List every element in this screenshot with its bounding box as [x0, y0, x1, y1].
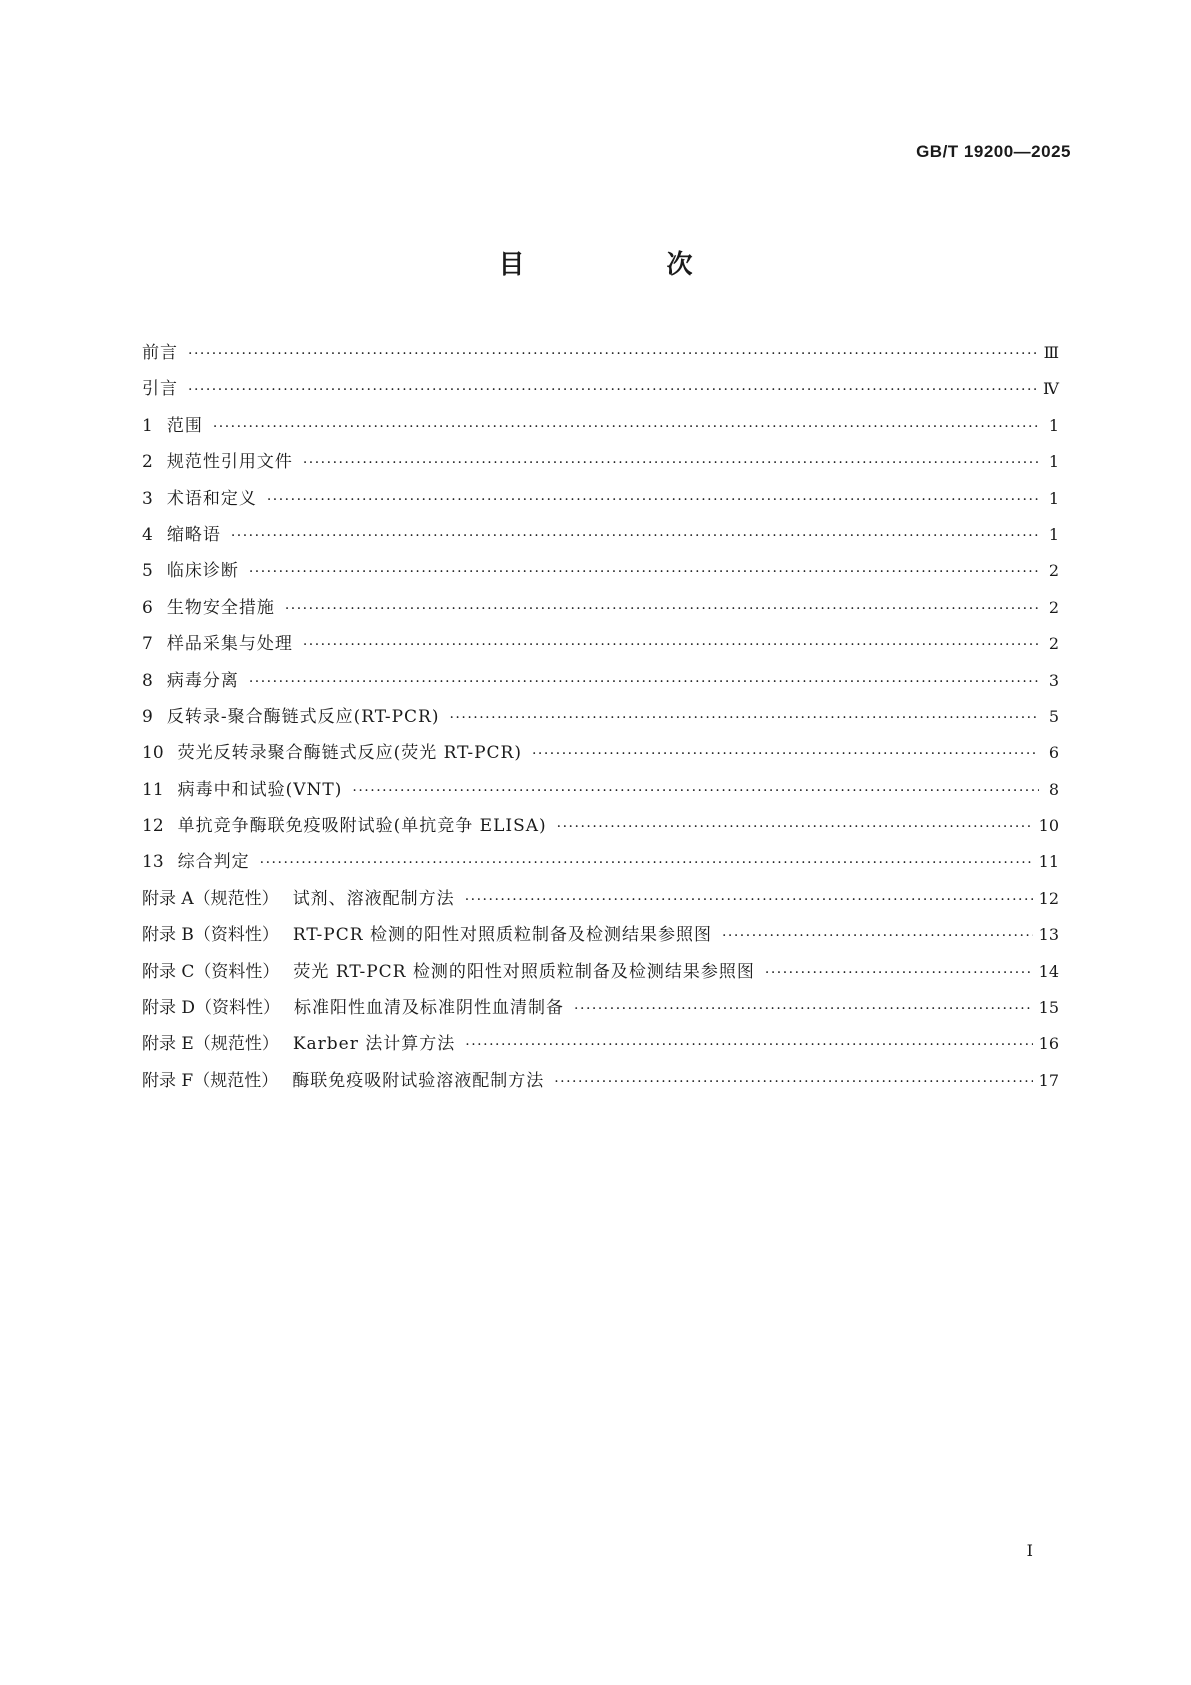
toc-entry-label: 样品采集与处理 — [166, 634, 293, 655]
toc-entry-number: 3 — [142, 488, 153, 509]
toc-entry-label: RT-PCR 检测的阳性对照质粒制备及检测结果参照图 — [292, 925, 712, 946]
toc-entry-annex[interactable] — [142, 1066, 1059, 1102]
dot-leader — [574, 1001, 1033, 1017]
toc-entry-number: 13 — [142, 852, 164, 873]
toc-entry-number: 12 — [142, 816, 164, 837]
toc-entry-page: 2 — [1048, 634, 1059, 654]
toc-entry-label: 单抗竞争酶联免疫吸附试验(单抗竞争 ELISA) — [177, 816, 547, 837]
toc-entry-label: 反转录-聚合酶链式反应(RT-PCR) — [166, 706, 440, 727]
toc-entry-number: 8 — [142, 670, 153, 691]
toc-entry-number: 1 — [142, 415, 153, 436]
toc-entry-page: 13 — [1038, 925, 1059, 945]
toc-entry[interactable] — [142, 556, 1059, 592]
toc-entry-label: 病毒中和试验(VNT) — [177, 779, 343, 800]
toc-entry[interactable] — [142, 629, 1059, 665]
toc-entry-page: 2 — [1048, 561, 1059, 581]
toc-entry-label: 综合判定 — [177, 852, 250, 873]
toc-entry-page: 10 — [1038, 816, 1059, 836]
toc-entry-page: 1 — [1048, 488, 1059, 508]
toc-entry[interactable] — [142, 738, 1059, 774]
dot-leader — [188, 382, 1037, 398]
toc-entry-label: Karber 法计算方法 — [292, 1034, 456, 1055]
dot-leader — [532, 746, 1039, 762]
dot-leader — [249, 674, 1039, 690]
toc-entry-page: 5 — [1048, 706, 1059, 726]
toc-entry-number: 附录 A（规范性） — [142, 888, 279, 909]
toc-entry-annex[interactable] — [142, 884, 1059, 920]
dot-leader — [249, 564, 1039, 580]
toc-entry-annex[interactable] — [142, 920, 1059, 956]
dot-leader — [352, 783, 1039, 799]
toc-entry-label: 酶联免疫吸附试验溶液配制方法 — [292, 1070, 545, 1091]
dot-leader — [303, 637, 1039, 653]
toc-entry[interactable] — [142, 666, 1059, 702]
toc-entry-page: 3 — [1048, 670, 1059, 690]
toc-entry[interactable] — [142, 374, 1059, 410]
toc-entry-page: 14 — [1038, 961, 1059, 981]
dot-leader — [465, 892, 1033, 908]
toc-entry-label: 引言 — [142, 379, 178, 400]
toc-entry-page: 15 — [1038, 998, 1059, 1018]
dot-leader — [449, 710, 1039, 726]
toc-entry-label: 病毒分离 — [166, 670, 239, 691]
toc-entry-label: 试剂、溶液配制方法 — [292, 888, 455, 909]
toc-entry-page: Ⅳ — [1043, 379, 1059, 399]
dot-leader — [267, 492, 1039, 508]
toc-entry-label: 前言 — [142, 343, 178, 363]
toc-entry[interactable] — [142, 811, 1059, 847]
dot-leader — [722, 928, 1033, 944]
dot-leader — [188, 346, 1038, 362]
toc-entry[interactable] — [142, 484, 1059, 520]
page-number: Ⅰ — [1026, 1541, 1033, 1560]
page-title: 目 次 — [498, 250, 751, 280]
toc-entry-label: 标准阳性血清及标准阴性血清制备 — [294, 998, 565, 1019]
toc-entry[interactable] — [142, 702, 1059, 738]
dot-leader — [303, 455, 1039, 471]
toc-entry-number: 附录 D（资料性） — [142, 998, 281, 1019]
toc-entry-number: 附录 E（规范性） — [142, 1034, 279, 1055]
standard-code: GB/T 19200—2025 — [916, 142, 1071, 161]
toc-entry-page: 2 — [1048, 597, 1059, 617]
dot-leader — [213, 419, 1039, 435]
toc-entry[interactable] — [142, 520, 1059, 556]
toc-entry-page: 1 — [1048, 524, 1059, 544]
toc-entry-label: 临床诊断 — [166, 561, 239, 582]
toc-entry-page: 1 — [1048, 452, 1059, 472]
toc-entry[interactable] — [142, 338, 1059, 374]
toc-entry[interactable] — [142, 775, 1059, 811]
toc-entry-page: 1 — [1048, 415, 1059, 435]
toc-entry-number: 附录 C（资料性） — [142, 961, 280, 982]
toc-entry-number: 7 — [142, 634, 153, 655]
toc-entry-number: 5 — [142, 561, 153, 582]
toc-entry-number: 2 — [142, 452, 153, 473]
toc-entry-page: 11 — [1038, 852, 1059, 872]
toc-entry-page: 8 — [1048, 779, 1059, 799]
toc-entry-label: 荧光 RT-PCR 检测的阳性对照质粒制备及检测结果参照图 — [293, 961, 755, 982]
toc-entry-page: 17 — [1038, 1070, 1059, 1090]
dot-leader — [554, 1074, 1032, 1090]
toc-entry-annex[interactable] — [142, 993, 1059, 1029]
dot-leader — [465, 1037, 1032, 1053]
toc-entry-page: 6 — [1048, 743, 1059, 763]
toc-entry-number: 4 — [142, 524, 153, 545]
toc-entry-label: 术语和定义 — [166, 488, 257, 509]
toc-entry-number: 6 — [142, 597, 153, 618]
toc-entry-page: 16 — [1038, 1034, 1059, 1054]
dot-leader — [285, 601, 1039, 617]
dot-leader — [557, 819, 1033, 835]
toc-entry-number: 附录 F（规范性） — [142, 1070, 279, 1091]
toc-entry-number: 9 — [142, 706, 153, 727]
toc-entry[interactable] — [142, 447, 1059, 483]
toc-entry-label: 规范性引用文件 — [166, 452, 293, 473]
toc-entry-page: Ⅲ — [1043, 343, 1059, 362]
dot-leader — [765, 965, 1033, 981]
dot-leader — [231, 528, 1039, 544]
toc-entry-annex[interactable] — [142, 1029, 1059, 1065]
table-of-contents — [142, 338, 1059, 1102]
toc-entry-number: 10 — [142, 743, 164, 764]
toc-entry-label: 缩略语 — [166, 524, 221, 545]
dot-leader — [260, 855, 1033, 871]
toc-entry-label: 范围 — [166, 415, 203, 436]
toc-entry-annex[interactable] — [142, 957, 1059, 993]
toc-entry[interactable] — [142, 593, 1059, 629]
toc-entry[interactable] — [142, 847, 1059, 883]
toc-entry-label: 生物安全措施 — [166, 597, 275, 618]
toc-entry-number: 11 — [142, 779, 164, 800]
toc-entry-page: 12 — [1038, 888, 1059, 908]
toc-entry-number: 附录 B（资料性） — [142, 925, 279, 946]
toc-entry[interactable] — [142, 411, 1059, 447]
toc-entry-label: 荧光反转录聚合酶链式反应(荧光 RT-PCR) — [177, 743, 522, 764]
